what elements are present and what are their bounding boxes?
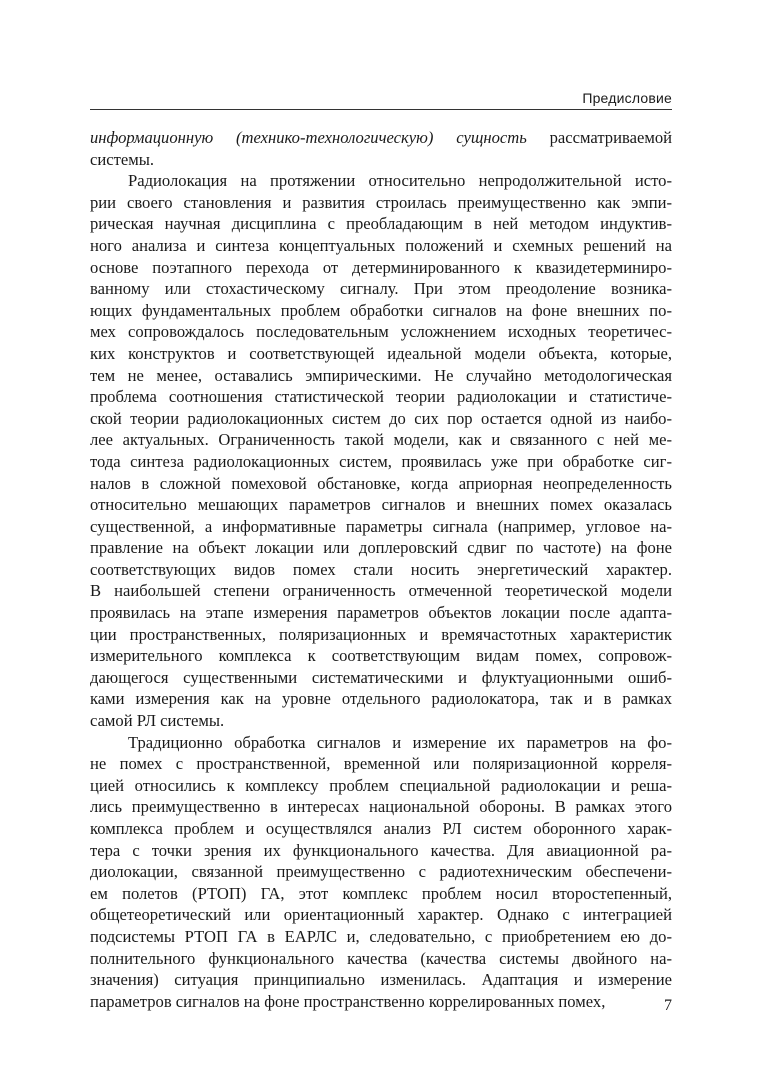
- text-line: [90, 192, 672, 214]
- body-text: [90, 127, 672, 1012]
- text-line: [90, 948, 672, 970]
- text-line: [90, 257, 672, 279]
- line-text: рии своего становления и развития строилась преимущественно как эмпи-: [90, 192, 672, 212]
- text-line: [90, 602, 672, 624]
- line-text: дающегося существенными систематическими и флуктуационными ошиб-: [90, 667, 672, 687]
- line-text: полнительного функционального качества (качества системы двойного на-: [90, 948, 672, 968]
- text-line: [90, 753, 672, 775]
- header-rule: [90, 109, 672, 110]
- line-text: основе поэтапного перехода от детерминированного к квазидетерминиро-: [90, 257, 672, 277]
- paragraph: [90, 127, 672, 170]
- text-line: [90, 624, 672, 646]
- emphasis-text: информационную (технико-технологическую) сущность: [90, 128, 527, 147]
- text-line: [90, 516, 672, 538]
- text-line: [90, 883, 672, 905]
- text-line: [90, 796, 672, 818]
- text-line: [90, 537, 672, 559]
- line-text: ющих фундаментальных проблем обработки сигналов на фоне внешних по-: [90, 300, 672, 320]
- line-text: ции пространственных, поляризационных и времячастотных характеристик: [90, 624, 672, 644]
- text-line: [90, 861, 672, 883]
- line-text: цией относились к комплексу проблем специальной радиолокации и реша-: [90, 775, 672, 795]
- line-text: рическая научная дисциплина с преобладающим в ней методом индуктив-: [90, 214, 672, 234]
- line-text: тода синтеза радиолокационных систем, проявилась уже при обработке сиг-: [90, 451, 672, 471]
- text-line: [90, 451, 672, 473]
- line-text: системы.: [90, 149, 155, 169]
- line-text: комплекса проблем и осуществлялся анализ РЛ систем оборонного харак-: [90, 819, 672, 838]
- text-line: [90, 494, 672, 516]
- line-text: мех сопровождалось последовательным усложнением исходных теоретичес-: [90, 322, 672, 342]
- text-line: [90, 473, 672, 495]
- line-text: ем полетов (РТОП) ГА, этот комплекс проблем носил второстепенный,: [90, 883, 672, 903]
- line-text: самой РЛ системы.: [90, 711, 225, 731]
- line-text: тем не менее, оставались эмпирическими. Не случайно методологическая: [90, 365, 672, 385]
- running-header: Предисловие: [582, 90, 672, 106]
- line-text: правление на объект локации или доплеровский сдвиг по частоте) на фоне: [90, 538, 672, 558]
- text-line: [90, 278, 672, 300]
- text-line: [90, 580, 672, 602]
- text-line: [90, 408, 672, 430]
- text-line: [90, 840, 672, 862]
- line-text: подсистемы РТОП ГА в ЕАРЛС и, следовательно, с приобретением ею до-: [90, 926, 672, 946]
- line-text: В наибольшей степени ограниченность отмеченной теоретической модели: [90, 581, 672, 601]
- line-text: соответствующих видов помех стали носить энергетический характер.: [90, 559, 672, 579]
- text-line: [90, 559, 672, 581]
- line-text: ской теории радиолокационных систем до сих пор остается одной из наибо-: [90, 408, 672, 428]
- line-text: тера с точки зрения их функционального качества. Для авиационной ра-: [90, 840, 672, 860]
- line-text: рассматриваемой: [526, 128, 672, 147]
- line-text: ких конструктов и соответствующей идеальной модели объекта, которые,: [90, 343, 672, 363]
- paragraph: [90, 170, 672, 731]
- text-line: [90, 710, 672, 732]
- text-line: [90, 149, 672, 171]
- line-text: лее актуальных. Ограниченность такой модели, как и связанного с ней ме-: [90, 430, 672, 450]
- text-line: [90, 343, 672, 365]
- text-line: [90, 688, 672, 710]
- page-number: 7: [664, 997, 672, 1014]
- text-line: [90, 300, 672, 322]
- line-text: Радиолокация на протяжении относительно непродолжительной исто-: [128, 171, 672, 191]
- text-line: [90, 926, 672, 948]
- line-text: проявилась на этапе измерения параметров объектов локации после адапта-: [90, 603, 672, 623]
- text-line: [90, 170, 672, 192]
- text-line: [90, 969, 672, 991]
- text-line: [90, 775, 672, 797]
- text-line: [90, 732, 672, 754]
- line-text: проблема соотношения статистической теории радиолокации и статистиче-: [90, 387, 672, 407]
- line-text: налов в сложной помеховой обстановке, когда априорная неопределенность: [90, 473, 672, 493]
- line-text: параметров сигналов на фоне пространственно коррелированных помех,: [90, 991, 606, 1011]
- line-text: ванному или стохастическому сигналу. При этом преодоление возника-: [90, 279, 672, 299]
- text-line: [90, 667, 672, 689]
- line-text: существенной, а информативные параметры сигнала (например, угловое на-: [90, 516, 672, 536]
- text-line: [90, 645, 672, 667]
- text-line: [90, 127, 672, 149]
- line-text: общетеоретический или ориентационный характер. Однако с интеграцией: [90, 905, 672, 925]
- paragraph: [90, 732, 672, 1013]
- text-line: [90, 818, 672, 840]
- line-text: диолокации, связанной преимущественно с радиотехническим обеспечени-: [90, 862, 672, 882]
- line-text: лись преимущественно в интересах национальной обороны. В рамках этого: [90, 797, 672, 817]
- line-text: ками измерения как на уровне отдельного радиолокатора, так и в рамках: [90, 689, 672, 709]
- line-text: значения) ситуация принципиально изменилась. Адаптация и измерение: [90, 970, 672, 990]
- line-text: ного анализа и синтеза концептуальных положений и схемных решений на: [90, 235, 672, 255]
- text-line: [90, 235, 672, 257]
- line-text: не помех с пространственной, временной или поляризационной корреля-: [90, 754, 672, 774]
- text-line: [90, 904, 672, 926]
- line-text: измерительного комплекса к соответствующим видам помех, сопровож-: [90, 646, 672, 666]
- text-line: [90, 213, 672, 235]
- text-line: [90, 386, 672, 408]
- text-line: [90, 321, 672, 343]
- text-line: [90, 365, 672, 387]
- text-line: [90, 429, 672, 451]
- line-text: Традиционно обработка сигналов и измерение их параметров на фо-: [128, 732, 672, 752]
- line-text: относительно мешающих параметров сигналов и внешних помех оказалась: [90, 495, 672, 515]
